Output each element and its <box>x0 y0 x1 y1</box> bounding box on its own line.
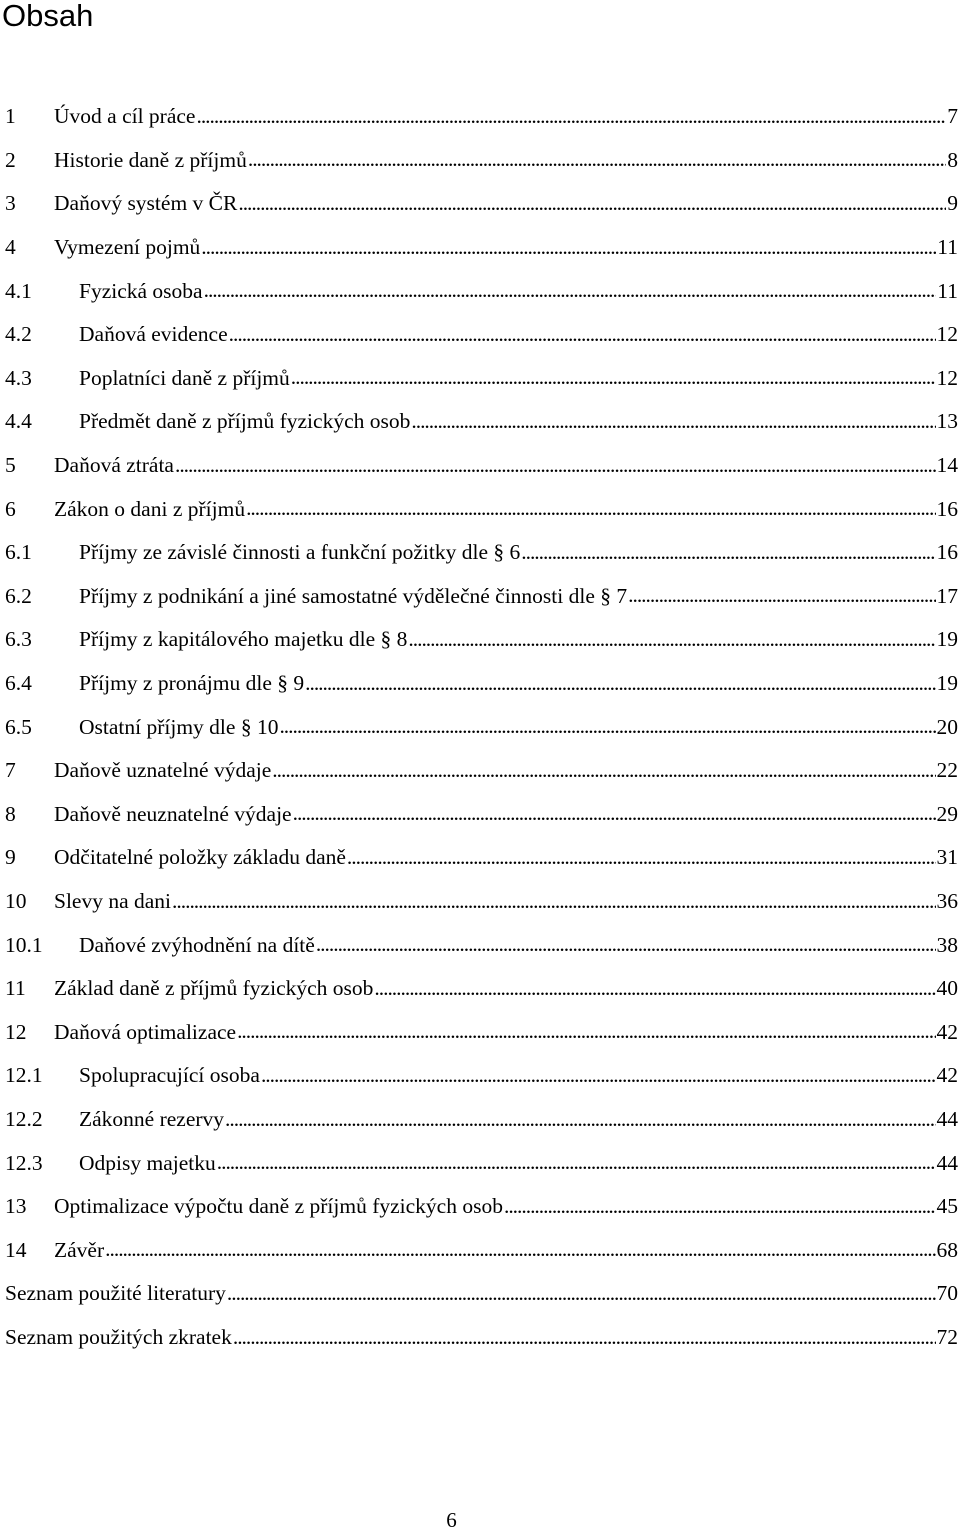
toc-leader-dots <box>233 1325 936 1351</box>
toc-leader-dots <box>408 627 935 653</box>
page-number: 6 <box>446 1508 457 1532</box>
toc-entry-page: 9 <box>947 191 958 216</box>
toc-entry-page: 12 <box>936 322 958 347</box>
toc-entry[interactable] <box>5 1185 958 1229</box>
toc-entry[interactable] <box>5 487 958 531</box>
toc-entry-title: Seznam použité literatury <box>5 1281 226 1306</box>
toc-entry-number: 5 <box>5 453 16 478</box>
toc-entry-title: Základ daně z příjmů fyzických osob <box>54 976 374 1001</box>
toc-entry[interactable] <box>5 793 958 837</box>
toc-entry-number: 2 <box>5 147 16 172</box>
toc-leader-dots <box>248 147 946 173</box>
toc-entry-title: Daňové zvýhodnění na dítě <box>79 932 315 957</box>
toc-entry[interactable] <box>5 1141 958 1185</box>
toc-entry[interactable] <box>5 662 958 706</box>
toc-entry-title: Historie daně z příjmů <box>54 147 247 172</box>
toc-entry-title: Příjmy ze závislé činnosti a funkční požitky dle § 6 <box>79 540 521 565</box>
toc-entry-page: 8 <box>947 147 958 172</box>
toc-entry-page: 38 <box>936 932 958 957</box>
toc-entry-title: Odpisy majetku <box>79 1150 216 1175</box>
toc-entry[interactable] <box>5 575 958 619</box>
toc-entry[interactable] <box>5 1272 958 1316</box>
toc-entry-title: Ostatní příjmy dle § 10 <box>79 714 279 739</box>
toc-entry-number: 11 <box>5 976 26 1001</box>
toc-entry-page: 44 <box>936 1106 958 1131</box>
toc-entry-number: 6.1 <box>5 540 32 565</box>
toc-leader-dots <box>237 1019 935 1045</box>
toc-entry-number: 13 <box>5 1194 27 1219</box>
toc-entry[interactable] <box>5 1054 958 1098</box>
toc-entry[interactable] <box>5 357 958 401</box>
toc-leader-dots <box>628 583 935 609</box>
toc-entry-title: Spolupracující osoba <box>79 1063 260 1088</box>
toc-entry-number: 14 <box>5 1237 27 1262</box>
toc-entry-number: 8 <box>5 801 16 826</box>
toc-leader-dots <box>279 714 935 740</box>
toc-entry-title: Seznam použitých zkratek <box>5 1324 232 1349</box>
toc-entry-number: 3 <box>5 191 16 216</box>
toc-entry[interactable] <box>5 269 958 313</box>
toc-entry-page: 40 <box>936 976 958 1001</box>
toc-entry[interactable] <box>5 444 958 488</box>
toc-entry[interactable] <box>5 1316 958 1360</box>
toc-entry-page: 31 <box>936 845 958 870</box>
toc-entry-title: Fyzická osoba <box>79 278 203 303</box>
toc-entry-title: Daňová evidence <box>79 322 228 347</box>
toc-entry-number: 6.4 <box>5 671 32 696</box>
toc-entry-title: Daňová ztráta <box>54 453 174 478</box>
toc-entry-number: 10.1 <box>5 932 43 957</box>
toc-entry-title: Zákonné rezervy <box>79 1106 225 1131</box>
toc-leader-dots <box>217 1150 936 1176</box>
toc-entry-page: 72 <box>936 1324 958 1349</box>
toc-entry[interactable] <box>5 95 958 139</box>
toc-entry[interactable] <box>5 705 958 749</box>
toc-entry-page: 42 <box>936 1063 958 1088</box>
toc-entry-page: 20 <box>936 714 958 739</box>
toc-entry-page: 14 <box>936 453 958 478</box>
table-of-contents <box>5 95 958 1359</box>
toc-leader-dots <box>172 889 935 915</box>
toc-entry[interactable] <box>5 313 958 357</box>
toc-entry-title: Daňová optimalizace <box>54 1019 237 1044</box>
toc-entry-page: 16 <box>936 496 958 521</box>
toc-entry-number: 12.1 <box>5 1063 43 1088</box>
toc-entry-number: 12.3 <box>5 1150 43 1175</box>
toc-leader-dots <box>204 278 937 304</box>
toc-leader-dots <box>238 191 946 217</box>
toc-entry-title: Předmět daně z příjmů fyzických osob <box>79 409 411 434</box>
toc-leader-dots <box>521 540 935 566</box>
toc-entry[interactable] <box>5 1228 958 1272</box>
toc-entry-page: 13 <box>936 409 958 434</box>
toc-entry-page: 70 <box>936 1281 958 1306</box>
toc-entry-title: Daňově uznatelné výdaje <box>54 758 272 783</box>
toc-entry[interactable] <box>5 836 958 880</box>
toc-leader-dots <box>374 976 935 1002</box>
toc-entry-number: 12.2 <box>5 1106 43 1131</box>
toc-entry-page: 7 <box>947 104 958 129</box>
toc-entry[interactable] <box>5 967 958 1011</box>
toc-entry-title: Příjmy z pronájmu dle § 9 <box>79 671 305 696</box>
toc-entry[interactable] <box>5 1010 958 1054</box>
toc-leader-dots <box>201 235 936 261</box>
toc-entry-number: 4.1 <box>5 278 32 303</box>
toc-entry-title: Vymezení pojmů <box>54 235 201 260</box>
toc-leader-dots <box>225 1107 935 1133</box>
toc-entry-page: 68 <box>936 1237 958 1262</box>
toc-entry-page: 29 <box>936 801 958 826</box>
toc-entry-title: Příjmy z kapitálového majetku dle § 8 <box>79 627 408 652</box>
toc-leader-dots <box>293 801 936 827</box>
toc-entry-title: Slevy na dani <box>54 888 172 913</box>
toc-entry-number: 10 <box>5 888 27 913</box>
toc-entry-number: 6.3 <box>5 627 32 652</box>
toc-entry[interactable] <box>5 400 958 444</box>
toc-leader-dots <box>316 932 936 958</box>
page-title: Obsah <box>2 0 94 33</box>
toc-leader-dots <box>347 845 936 871</box>
toc-entry-page: 17 <box>936 583 958 608</box>
toc-entry-number: 1 <box>5 104 16 129</box>
toc-leader-dots <box>229 322 936 348</box>
toc-entry-number: 6.2 <box>5 583 32 608</box>
toc-leader-dots <box>227 1281 936 1307</box>
toc-entry[interactable] <box>5 749 958 793</box>
toc-entry-title: Úvod a cíl práce <box>54 104 196 129</box>
toc-entry[interactable] <box>5 1098 958 1142</box>
toc-entry[interactable] <box>5 618 958 662</box>
toc-entry-number: 9 <box>5 845 16 870</box>
toc-entry-page: 19 <box>936 671 958 696</box>
toc-entry-title: Závěr <box>54 1237 105 1262</box>
toc-leader-dots <box>196 104 946 130</box>
toc-leader-dots <box>504 1194 936 1220</box>
toc-entry-page: 11 <box>937 235 958 260</box>
toc-entry-title: Zákon o dani z příjmů <box>54 496 246 521</box>
toc-entry-number: 4.2 <box>5 322 32 347</box>
toc-entry-title: Odčitatelné položky základu daně <box>54 845 346 870</box>
toc-entry-page: 22 <box>936 758 958 783</box>
toc-entry[interactable] <box>5 226 958 270</box>
toc-entry-page: 19 <box>936 627 958 652</box>
toc-leader-dots <box>105 1237 935 1263</box>
toc-entry-title: Poplatníci daně z příjmů <box>79 365 290 390</box>
toc-entry[interactable] <box>5 923 958 967</box>
toc-entry-title: Daňový systém v ČR <box>54 191 238 216</box>
toc-entry-number: 4.3 <box>5 365 32 390</box>
toc-leader-dots <box>272 758 935 784</box>
toc-leader-dots <box>291 365 936 391</box>
toc-entry[interactable] <box>5 531 958 575</box>
toc-entry-title: Optimalizace výpočtu daně z příjmů fyzických osob <box>54 1194 503 1219</box>
toc-entry-page: 42 <box>936 1019 958 1044</box>
toc-leader-dots <box>246 496 935 522</box>
toc-entry-number: 12 <box>5 1019 27 1044</box>
toc-entry-page: 45 <box>936 1194 958 1219</box>
toc-entry[interactable] <box>5 139 958 183</box>
toc-entry-page: 44 <box>936 1150 958 1175</box>
toc-entry-page: 36 <box>936 888 958 913</box>
toc-entry-page: 16 <box>936 540 958 565</box>
toc-entry-number: 7 <box>5 758 16 783</box>
toc-entry-number: 6.5 <box>5 714 32 739</box>
toc-entry-number: 6 <box>5 496 16 521</box>
toc-leader-dots <box>175 453 936 479</box>
toc-entry-number: 4 <box>5 235 16 260</box>
toc-entry-page: 11 <box>937 278 958 303</box>
toc-entry[interactable] <box>5 880 958 924</box>
toc-entry-number: 4.4 <box>5 409 32 434</box>
toc-entry-title: Příjmy z podnikání a jiné samostatné výdělečné činnosti dle § 7 <box>79 583 628 608</box>
toc-entry-title: Daňově neuznatelné výdaje <box>54 801 292 826</box>
toc-leader-dots <box>261 1063 936 1089</box>
toc-leader-dots <box>305 671 935 697</box>
toc-entry[interactable] <box>5 182 958 226</box>
toc-leader-dots <box>411 409 935 435</box>
toc-entry-page: 12 <box>936 365 958 390</box>
